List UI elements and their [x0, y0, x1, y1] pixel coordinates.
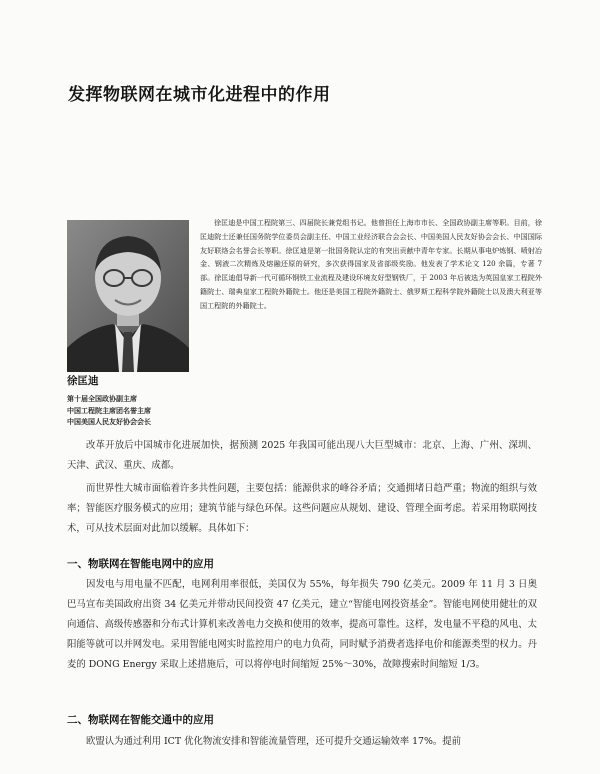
- author-titles: [67, 393, 151, 428]
- portrait-photo-icon: [67, 220, 189, 372]
- section-heading: 二、物联网在智能交通中的应用: [67, 714, 214, 726]
- author-title-line: 中国工程院主席团名誉主席: [67, 405, 151, 415]
- author-photo: [67, 220, 189, 372]
- author-title-line: 第十届全国政协副主席: [67, 394, 137, 403]
- author-name: 徐匡迪: [67, 375, 99, 387]
- section-paragraph: 欧盟认为通过利用 ICT 优化物流安排和智能流量管理，还可提升交通运输效率 17%。提前: [86, 736, 462, 747]
- author-bio: 徐匡迪是中国工程院第三、四届院长兼党组书记。他曾担任上海市市长、全国政协副主席等职。目前，徐匡迪院士还兼任国务院学位委员会副主任、中国工业经济联合会会长、中国美国人民友好协会会长、中国国际友好联络会名誉会长等职。徐匡迪是第一批国务院认定的有突出贡献中青年专家。长期从事电炉炼钢、喷射冶金、钢液二次精炼及熔融还原的研究，多次获得国家及省部级奖励。他发表了学术论文 120 余篇，专著 7 部。徐匡迪倡导新一代可循环钢铁工业流程及建设环境友好型钢铁厂，于 2003 年后被选为英国皇家工程院外籍院士、瑞典皇家工程院外籍院士。他还是美国工程院外籍院士、俄罗斯工程科学院外籍院士以及澳大利亚等国工程院的外籍院士。: [200, 218, 542, 310]
- section-heading: 一、物联网在智能电网中的应用: [67, 558, 214, 570]
- intro-paragraph: 改革开放后中国城市化进展加快，据预测 2025 年我国可能出现八大巨型城市：北京、上海、广州、深圳、天津、武汉、重庆、成都。: [67, 440, 537, 471]
- article-title: 发挥物联网在城市化进程中的作用: [68, 85, 331, 105]
- section-paragraph: 因发电与用电量不匹配，电网利用率很低，美国仅为 55%，每年损失 790 亿美元。2009 年 11 月 3 日奥巴马宣布美国政府出资 34 亿美元并带动民间投资 47 亿美元，建立“智能电网投资基金”。智能电网使用健壮的双向通信、高级传感器和分布式计算机来改善电力交换和使用的效率，提高可靠性。这样，发电量不平稳的风电、太阳能等就可以并网发电。采用智能电网实时监控用户的电力负荷，同时赋予消费者选择电价和能源类型的权力。丹麦的 DONG Energy 采取上述措施后，可以将停电时间缩短 25%～30%，故障搜索时间缩短 1/3。: [67, 579, 537, 670]
- author-title-line: 中国美国人民友好协会会长: [67, 417, 151, 426]
- intro-paragraph: 而世界性大城市面临着许多共性问题，主要包括：能源供求的峰谷矛盾；交通拥堵日趋严重；物流的组织与效率；智能医疗服务模式的应用；建筑节能与绿色环保。这些问题应从规划、建设、管理全面考虑。若采用物联网技术，可从技术层面对此加以缓解。具体如下：: [67, 483, 537, 534]
